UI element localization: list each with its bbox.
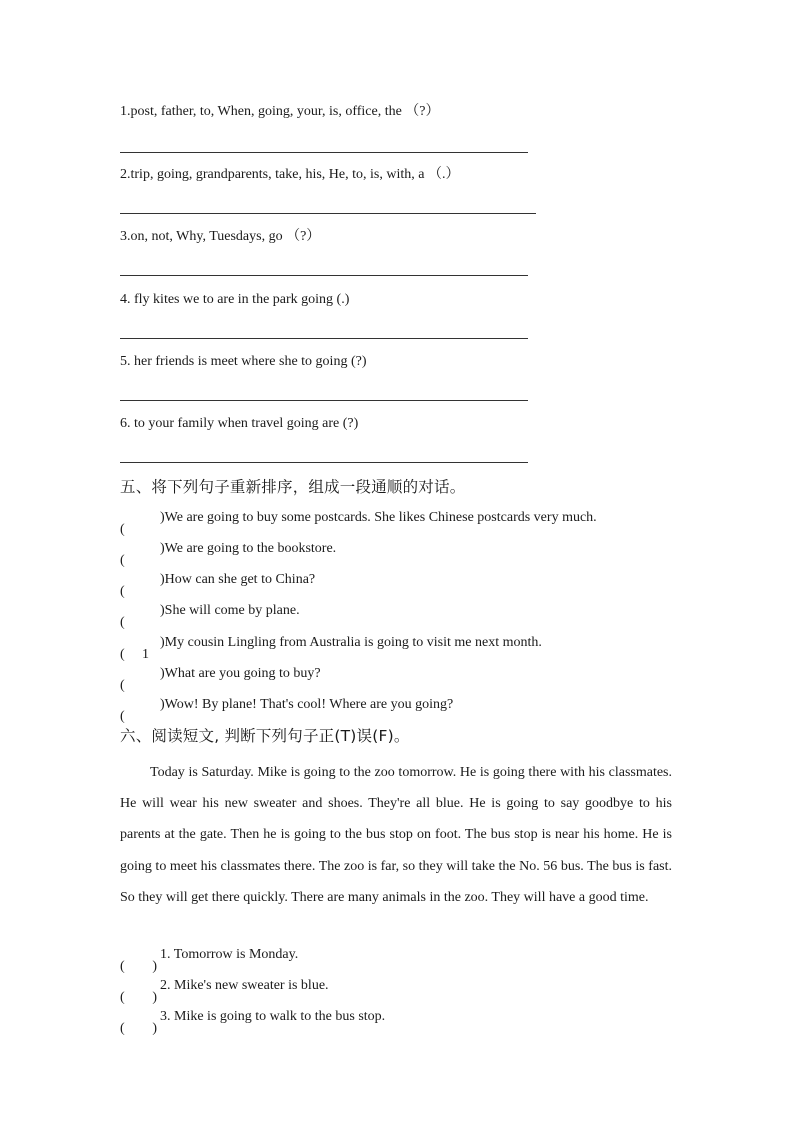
order-row-1: ( )We are going to buy some postcards. She likes Chinese postcards very much. (120, 510, 597, 537)
judge-question-3: 3. Mike is going to walk to the bus stop. (160, 1009, 386, 1024)
answer-line-5[interactable] (120, 400, 528, 401)
order-row-7: ( )Wow! By plane! That's cool! Where are you going? (120, 697, 454, 724)
order-sentence-2: )We are going to the bookstore. (160, 541, 337, 556)
rearrange-item-6: 6. to your family when travel going are (?) (120, 416, 359, 431)
order-sentence-5: )My cousin Lingling from Australia is going to visit me next month. (160, 635, 542, 650)
order-row-3: ( )How can she get to China? (120, 572, 316, 599)
judge-row-1: ( ) 1. Tomorrow is Monday. (120, 947, 299, 974)
order-row-2: ( )We are going to the bookstore. (120, 541, 337, 568)
answer-line-3[interactable] (120, 275, 528, 276)
reading-passage: Today is Saturday. Mike is going to the zoo tomorrow. He is going there with his classmates. He will wear his new sweater and shoes. They're all blue. He is going to say goodbye to his parents at the gate. Then he is going to the bus stop on foot. The bus stop is near his home. He is going to meet his classmates there. The zoo is far, so they will take the No. 56 bus. The bus is fast. So they will get there quickly. There are many animals in the zoo. They will have a good time. (120, 765, 672, 905)
answer-line-6[interactable] (120, 462, 528, 463)
answer-line-2[interactable] (120, 213, 536, 214)
order-row-5: ( 1 )My cousin Lingling from Australia is going to visit me next month. (120, 635, 542, 662)
answer-line-1[interactable] (120, 152, 528, 153)
order-sentence-6: )What are you going to buy? (160, 666, 321, 681)
rearrange-item-1: 1.post, father, to, When, going, your, is, office, the （?） (120, 104, 440, 119)
rearrange-item-2: 2.trip, going, grandparents, take, his, He, to, is, with, a （.） (120, 167, 460, 182)
order-sentence-7: )Wow! By plane! That's cool! Where are you going? (160, 697, 454, 712)
order-row-6: ( )What are you going to buy? (120, 666, 321, 693)
judge-row-2: ( ) 2. Mike's new sweater is blue. (120, 978, 329, 1005)
order-sentence-3: )How can she get to China? (160, 572, 316, 587)
section-6-title: 六、阅读短文, 判断下列句子正(T)误(F)。 (120, 727, 410, 745)
order-sentence-1: )We are going to buy some postcards. She likes Chinese postcards very much. (160, 510, 597, 525)
judge-question-1: 1. Tomorrow is Monday. (160, 947, 299, 962)
rearrange-item-4: 4. fly kites we to are in the park going (.) (120, 292, 350, 307)
rearrange-item-5: 5. her friends is meet where she to going (?) (120, 354, 367, 369)
order-row-4: ( )She will come by plane. (120, 603, 300, 630)
rearrange-item-3: 3.on, not, Why, Tuesdays, go （?） (120, 229, 321, 244)
section-5-title: 五、将下列句子重新排序，组成一段通顺的对话。 (120, 478, 466, 496)
judge-question-2: 2. Mike's new sweater is blue. (160, 978, 329, 993)
order-sentence-4: )She will come by plane. (160, 603, 300, 618)
answer-line-4[interactable] (120, 338, 528, 339)
judge-row-3: ( ) 3. Mike is going to walk to the bus stop. (120, 1009, 386, 1036)
